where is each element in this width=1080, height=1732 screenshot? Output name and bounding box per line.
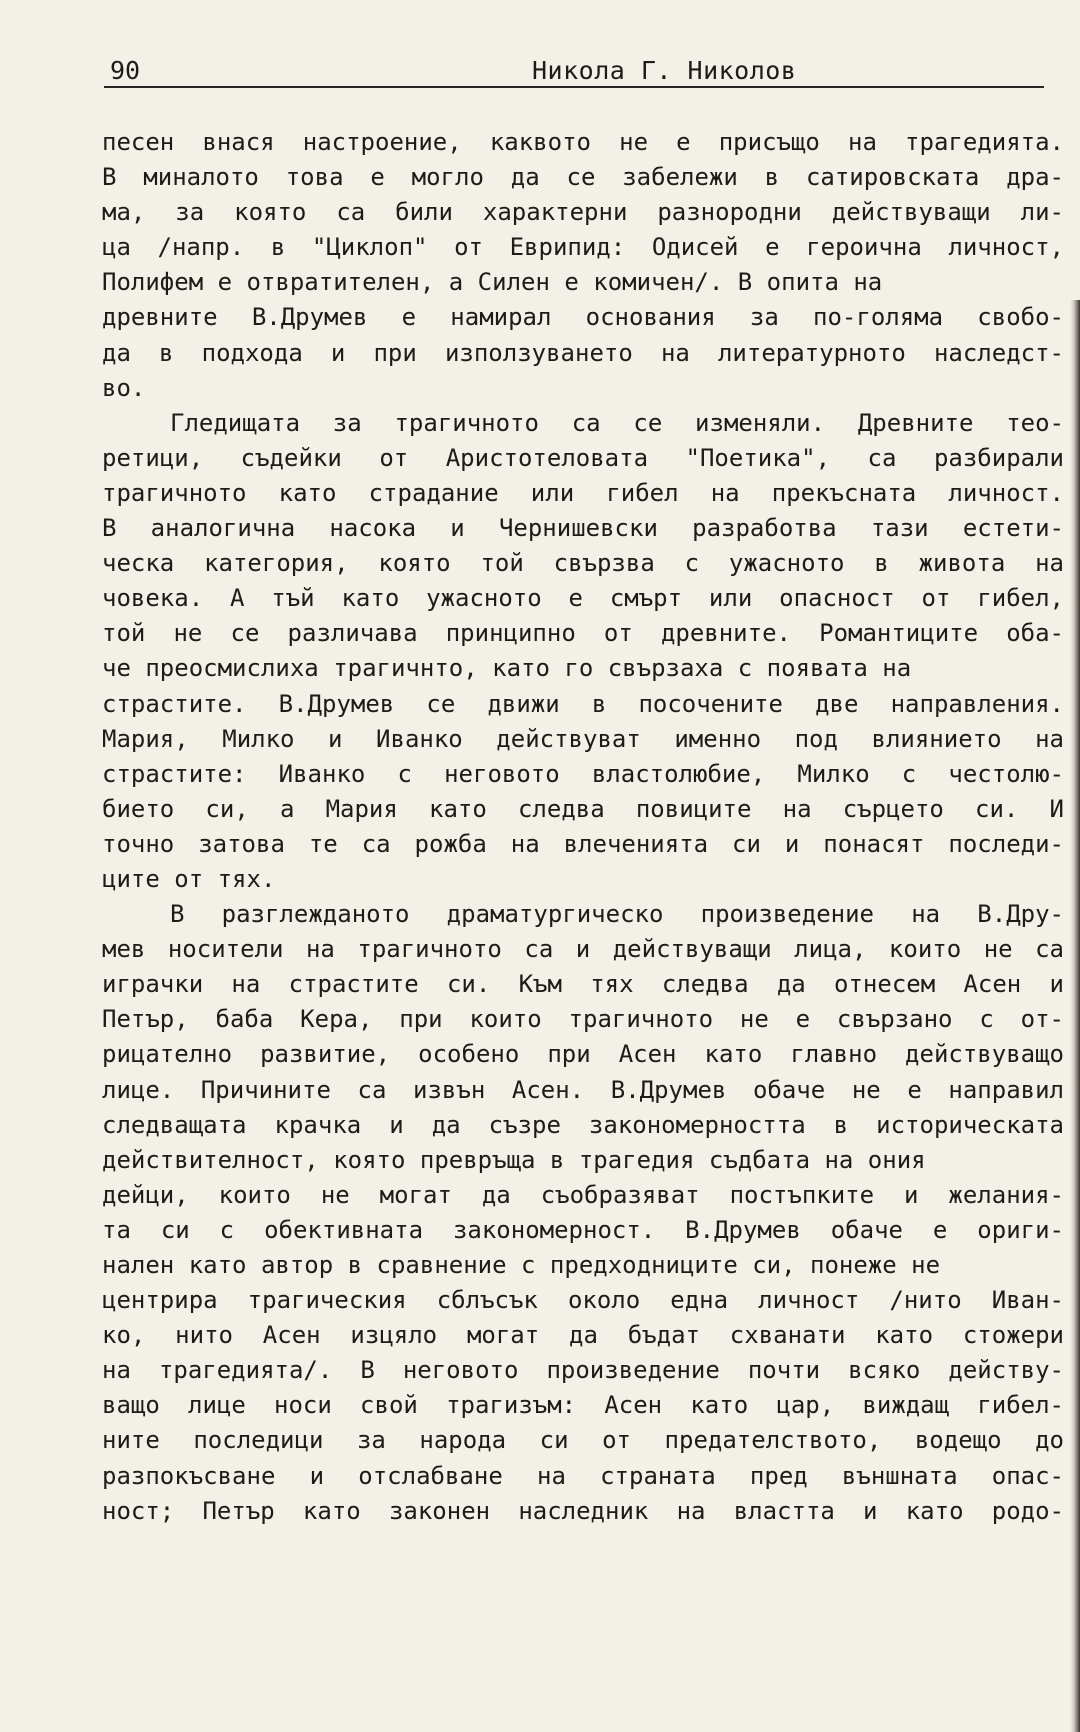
text-line: ма, за която са били характерни разнородни действуващи ли- bbox=[102, 198, 1064, 227]
text-line: човека. А тъй като ужасното е смърт или опасност от гибел, bbox=[102, 584, 1064, 613]
text-line: да в подхода и при използуването на литературното наследст- bbox=[102, 338, 1064, 367]
text-line: страстите. В.Друмев се движи в посочените две направления. bbox=[102, 689, 1064, 718]
text-line: песен внася настроение, каквото не е присъщо на трагедията. bbox=[102, 128, 1064, 156]
text-line: той не се различава принципно от древните. Романтиците оба- bbox=[102, 619, 1064, 648]
text-line: точно затова те са рожба на влеченията си и понасят последи- bbox=[102, 829, 1064, 858]
text-line: ческа категория, която той свързва с ужасното в живота на bbox=[102, 549, 1064, 578]
text-line: лице. Причините са извън Асен. В.Друмев обаче не е направил bbox=[102, 1075, 1064, 1104]
text-line: страстите: Иванко с неговото властолюбие, Милко с честолю- bbox=[102, 759, 1064, 788]
text-line: следващата крачка и да съзре закономерността в историческата bbox=[102, 1110, 1064, 1139]
page-edge-shadow bbox=[1070, 300, 1080, 1732]
text-line: Гледищата за трагичното са се изменяли. Древните тео- bbox=[170, 408, 1064, 437]
running-head: Никола Г. Николов bbox=[532, 56, 797, 85]
text-line: В аналогична насока и Чернишевски разработва тази естети- bbox=[102, 514, 1064, 543]
page-number: 90 bbox=[110, 56, 141, 85]
text-line: В миналото това е могло да се забележи в сатировската дра- bbox=[102, 163, 1064, 192]
text-line: ците от тях. bbox=[102, 864, 276, 893]
text-line: мев носители на трагичното са и действуващи лица, които не са bbox=[102, 935, 1064, 964]
text-line: ко, нито Асен изцяло могат да бъдат схванати като стожери bbox=[102, 1321, 1064, 1350]
text-line: на трагедията/. В неговото произведение почти всяко действу- bbox=[102, 1356, 1064, 1385]
text-line: центрира трагическия сблъсък около една личност /нито Иван- bbox=[102, 1286, 1064, 1315]
text-line: дейци, които не могат да съобразяват постъпките и желания- bbox=[102, 1180, 1064, 1209]
text-line: нален като автор в сравнение с предходниците си, понеже не bbox=[102, 1251, 941, 1279]
text-line: разпокъсване и отслабване на страната пред външната опас- bbox=[102, 1461, 1064, 1490]
text-line: Полифем е отвратителен, а Силен е комичен/. В опита на bbox=[102, 268, 883, 297]
text-line: во. bbox=[102, 373, 146, 402]
text-line: В разглежданото драматургическо произведение на В.Дру- bbox=[170, 900, 1064, 929]
page-header bbox=[104, 56, 1044, 88]
text-line: че преосмислиха трагичнто, като го свързаха с появата на bbox=[102, 654, 912, 683]
text-line: бието си, а Мария като следва повиците на сърцето си. И bbox=[102, 794, 1064, 823]
text-line: Мария, Милко и Иванко действуват именно под влиянието на bbox=[102, 724, 1064, 753]
text-line: ност; Петър като законен наследник на властта и като родо- bbox=[102, 1496, 1064, 1525]
text-line: действителност, която превръща в трагедия съдбата на ония bbox=[102, 1145, 926, 1174]
body-text bbox=[102, 125, 1064, 1529]
text-line: Петър, баба Кера, при които трагичното не е свързано с от- bbox=[102, 1005, 1064, 1034]
text-line: ца /напр. в "Циклоп" от Еврипид: Одисей е героична личност, bbox=[102, 233, 1064, 262]
text-line: ните последици за народа си от предателството, водещо до bbox=[102, 1426, 1064, 1455]
text-line: ретици, съдейки от Аристотеловата "Поетика", са разбирали bbox=[102, 443, 1064, 472]
text-line: рицателно развитие, особено при Асен като главно действуващо bbox=[102, 1040, 1064, 1069]
text-line: та си с обективната закономерност. В.Друмев обаче е ориги- bbox=[102, 1215, 1064, 1244]
text-line: трагичното като страдание или гибел на прекъсната личност. bbox=[102, 478, 1064, 507]
text-line: ващо лице носи свой трагизъм: Асен като цар, виждащ гибел- bbox=[102, 1391, 1064, 1420]
text-line: играчки на страстите си. Към тях следва да отнесем Асен и bbox=[102, 970, 1064, 999]
text-line: древните В.Друмев е намирал основания за по-голяма свобо- bbox=[102, 303, 1064, 332]
